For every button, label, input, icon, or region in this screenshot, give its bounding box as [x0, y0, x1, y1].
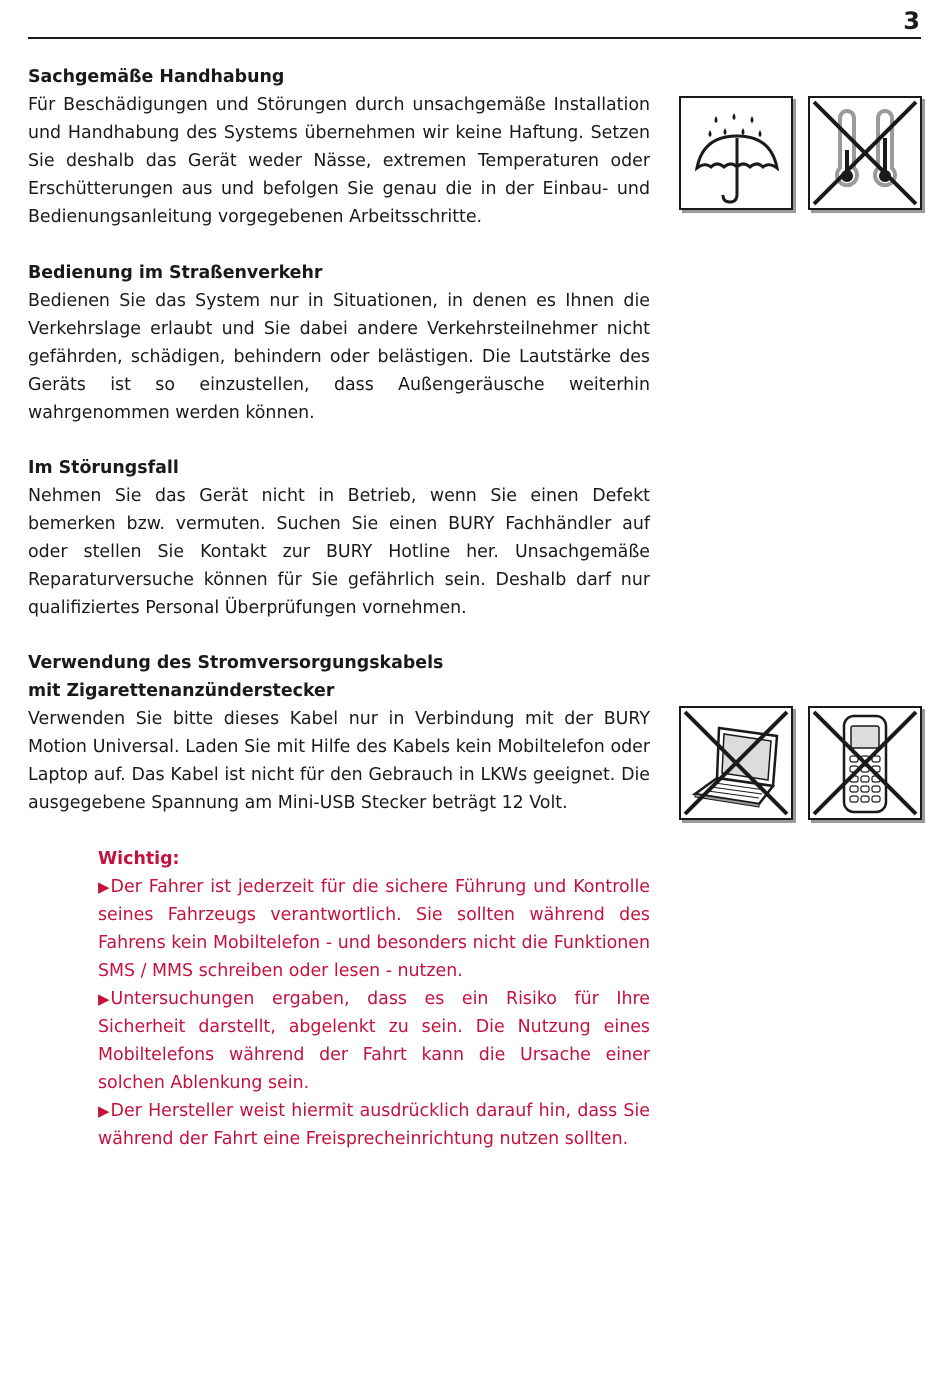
section-body: Bedienen Sie das System nur in Situationen, in denen es Ihnen die Verkehrslage erlaubt und Sie dabei andere Verkehrsteilnehmer nicht gefährden, schädigen, behindern oder belästigen. Die Lautstärke des Geräts ist so einzustellen, dass Außengeräusche weiterhin wahrgenommen werden können. [28, 291, 650, 423]
bullet-arrow-icon: ▶ [98, 878, 110, 896]
no-laptop-icon [679, 706, 793, 820]
section-title-line2: mit Zigarettenanzünderstecker [28, 681, 335, 701]
warning-title: Wichtig: [98, 849, 180, 869]
section-body: Für Beschädigungen und Störungen durch unsachgemäße Installation und Handhabung des Systems übernehmen wir keine Haftung. Setzen Sie deshalb das Gerät weder Nässe, extremen Temperaturen oder Erschütterungen aus und befolgen Sie genau die in der Einbau- und Bedienungsanleitung vorgegebenen Arbeitsschritte. [28, 95, 650, 227]
section-title: Bedienung im Straßenverkehr [28, 263, 323, 283]
header-rule [28, 37, 921, 39]
umbrella-rain-icon [679, 96, 793, 210]
section-title: Im Störungsfall [28, 458, 179, 478]
section-body: Nehmen Sie das Gerät nicht in Betrieb, wenn Sie einen Defekt bemerken bzw. vermuten. Suchen Sie einen BURY Fachhändler auf oder stellen Sie Kontakt zur BURY Hotline her. Unsachgemäße Reparaturversuche können für Sie gefährlich sein. Deshalb darf nur qualifiziertes Personal Überprüfungen vornehmen. [28, 486, 650, 618]
section-title: Sachgemäße Handhabung [28, 67, 285, 87]
section-malfunction [28, 454, 650, 622]
warning-item-text: Der Fahrer ist jederzeit für die sichere Führung und Kontrolle seines Fahrzeugs verantwortlich. Sie sollten während des Fahrens kein Mobiltelefon - und besonders nicht die Funktionen SMS / MMS schreiben oder lesen - nutzen. [98, 877, 650, 981]
no-temperature-icon [808, 96, 922, 210]
warning-item [98, 985, 650, 1097]
bullet-arrow-icon: ▶ [98, 990, 110, 1008]
section-handling [28, 63, 650, 231]
warning-item [98, 1097, 650, 1153]
warning-box [98, 845, 650, 1153]
warning-item-text: Untersuchungen ergaben, dass es ein Risiko für Ihre Sicherheit darstellt, abgelenkt zu sein. Die Nutzung eines Mobiltelefons während der Fahrt kann die Ursache einer solchen Ablenkung sein. [98, 989, 650, 1093]
warning-item-text: Der Hersteller weist hiermit ausdrücklich darauf hin, dass Sie während der Fahrt eine Freisprecheinrichtung nutzen sollten. [98, 1101, 650, 1149]
section-power-cable [28, 649, 650, 817]
page-number: 3 [903, 7, 920, 35]
no-mobile-phone-icon [808, 706, 922, 820]
section-traffic [28, 259, 650, 427]
section-body: Verwenden Sie bitte dieses Kabel nur in Verbindung mit der BURY Motion Universal. Laden Sie mit Hilfe des Kabels kein Mobiltelefon oder Laptop auf. Das Kabel ist nicht für den Gebrauch in LKWs geeignet. Die ausgegebene Spannung am Mini-USB Stecker beträgt 12 Volt. [28, 709, 650, 813]
warning-item [98, 873, 650, 985]
section-title-line1: Verwendung des Stromversorgungskabels [28, 653, 444, 673]
bullet-arrow-icon: ▶ [98, 1102, 110, 1120]
